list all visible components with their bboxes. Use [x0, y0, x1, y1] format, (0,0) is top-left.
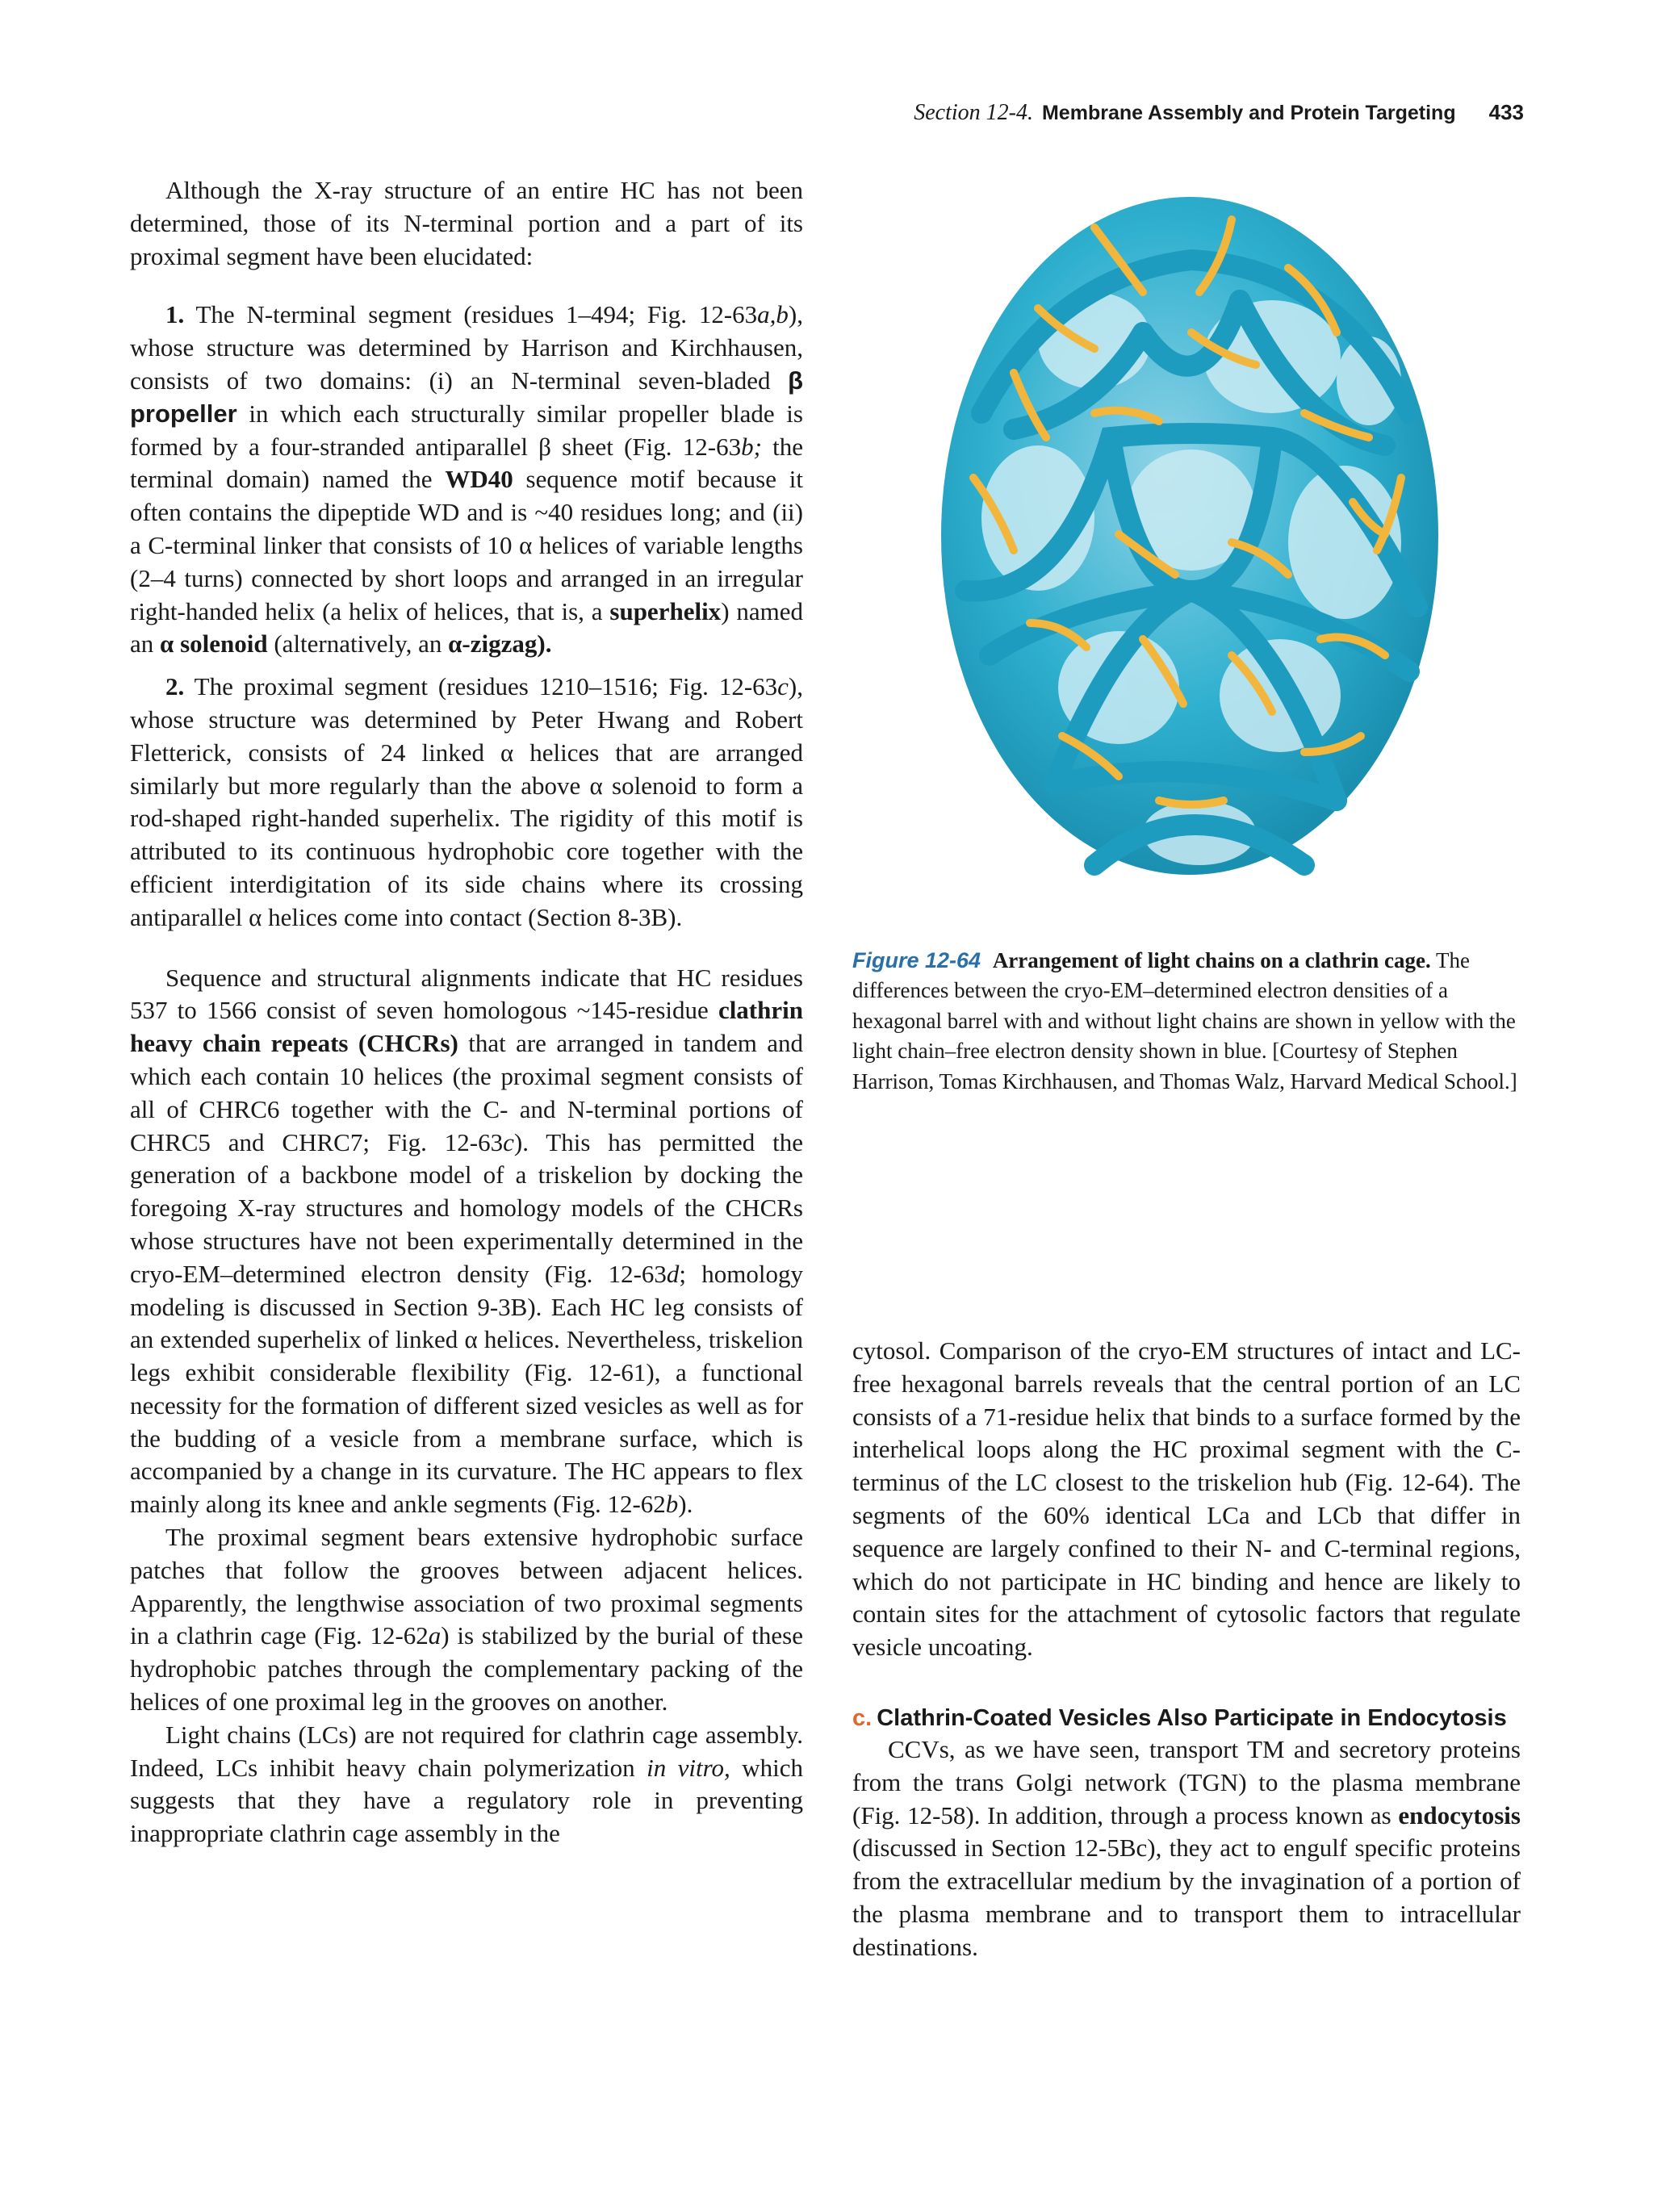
paragraph-cryo-em: cytosol. Comparison of the cryo-EM structures of intact and LC-free hexagonal barrels reveals that the central portion of an LC consists of a 71-residue helix that binds to a surface formed by the interhelical loops along the HC proximal segment with the C-terminus of the LC closest to the triskelion hub (Fig. 12-64). The segments of the 60% identical LCa and LCb that differ in sequence are largely confined to their N- and C-terminal regions, which do not participate in HC binding and hence are likely to contain sites for the attachment of cytosolic factors that regulate vesicle uncoating. [852, 1336, 1521, 1662]
header-section: Section 12-4. [914, 100, 1033, 125]
clathrin-cage-image [852, 171, 1521, 930]
term-alpha-zigzag: α-zigzag). [448, 629, 552, 659]
paragraph-endocytosis: CCVs, as we have seen, transport TM and secretory proteins from the trans Golgi network (TGN) to the plasma membrane (Fig. 12-58). In addition, through a process known as endocytosis (discussed in Section 12-5Bc), they act to engulf specific proteins from the extracellular medium by the invagination of a portion of the plasma membrane and to transport them to intracellular destinations. [852, 1734, 1521, 1961]
page-number: 433 [1488, 100, 1524, 124]
paragraph-chcr: Sequence and structural alignments indicate that HC residues 537 to 1566 consist of seven homologous ~145-residue clathrin heavy chain repeats (CHCRs) that are arranged in tandem and which each contain 10 helices (the proximal segment consists of all of CHRC6 together with the C- and N-terminal portions of CHRC5 and CHRC7; Fig. 12-63c). This has permitted the generation of a backbone model of a triskelion by docking the foregoing X-ray structures and homology models of the CHCRs whose structures have not been experimentally determined in the cryo-EM–determined electron density (Fig. 12-63d; homology modeling is discussed in Section 9-3B). Each HC leg consists of an extended superhelix of linked α helices. Nevertheless, triskelion legs exhibit considerable flexibility (Fig. 12-61), a functional necessity for the formation of different sized vesicles as well as for the budding of a vesicle from a membrane surface, which is accompanied by a change in its curvature. The HC appears to flex mainly along its knee and ankle segments (Fig. 12-62b). [130, 963, 804, 1519]
term-alpha-solenoid: α solenoid [160, 629, 268, 659]
header-title: Membrane Assembly and Protein Targeting [1041, 102, 1456, 124]
figure-clathrin-cage [852, 171, 1521, 930]
paragraph-hydrophobic: The proximal segment bears extensive hydrophobic surface patches that follow the grooves between adjacent helices. Apparently, the lengthwise association of two proximal segments in a clathrin cage (Fig. 12-62a) is stabilized by the burial of these hydrophobic patches through the complementary packing of the helices of one proximal leg in the grooves on another. [130, 1523, 803, 1716]
paragraph-intro: Although the X-ray structure of an entire HC has not been determined, those of its N-terminal portion and a part of its proximal segment have been elucidated: [130, 176, 803, 270]
list-number: 2. [165, 672, 185, 701]
section-title: Clathrin-Coated Vesicles Also Participate in Endocytosis [877, 1704, 1507, 1731]
list-item-1: 1. The N-terminal segment (residues 1–494; Fig. 12-63a,b), whose structure was determined by Harrison and Kirchhausen, consists of two domains: (i) an N-terminal seven-bladed β propeller in which each structurally similar propeller blade is formed by a four-stranded antiparallel β sheet (Fig. 12-63b; the terminal domain) named the WD40 sequence motif because it often contains the dipeptide WD and is ~40 residues long; and (ii) a C-terminal linker that consists of 10 α helices of variable lengths (2–4 turns) connected by short loops and arranged in an irregular right-handed helix (a helix of helices, that is, a superhelix) named an α solenoid (alternatively, an α-zigzag). [130, 300, 804, 659]
section-heading [852, 1703, 1521, 1733]
term-endocytosis: endocytosis [1398, 1800, 1521, 1829]
term-chcr: clathrin heavy chain repeats (CHCRs) [130, 996, 803, 1058]
term-beta-propeller: β propeller [130, 366, 803, 428]
section-letter: c. [852, 1704, 873, 1731]
list-item-2: 2. The proximal segment (residues 1210–1516; Fig. 12-63c), whose structure was determined by Peter Hwang and Robert Fletterick, consists of 24 linked α helices that are arranged similarly but more regularly than the above α solenoid to form a rod-shaped right-handed superhelix. The rigidity of this motif is attributed to its continuous hydrophobic core together with the efficient interdigitation of its side chains where its crossing antiparallel α helices come into contact (Section 8-3B). [130, 672, 803, 931]
figure-body: The differences between the cryo-EM–determined electron densities of a hexagonal barrel with and without light chains are shown in yellow with the light chain–free electron density shown in blue. [Courtesy of Stephen Harrison, Tomas Kirchhausen, and Thomas Walz, Harvard Medical School.] [852, 948, 1517, 1093]
paragraph-light-chains: Light chains (LCs) are not required for clathrin cage assembly. Indeed, LCs inhibit heavy chain polymerization in vitro, which suggests that they have a regulatory role in preventing inappropriate clathrin cage assembly in the [130, 1720, 803, 1848]
left-column [130, 174, 803, 1850]
running-header [914, 100, 1524, 126]
figure-caption [852, 946, 1526, 1097]
term-wd40: WD40 [445, 465, 513, 494]
list-number: 1. [165, 300, 185, 329]
figure-label: Figure 12-64 [852, 948, 981, 972]
right-column [852, 1335, 1521, 1964]
term-superhelix: superhelix [609, 596, 722, 625]
figure-title: Arrangement of light chains on a clathrin cage. [992, 948, 1431, 972]
